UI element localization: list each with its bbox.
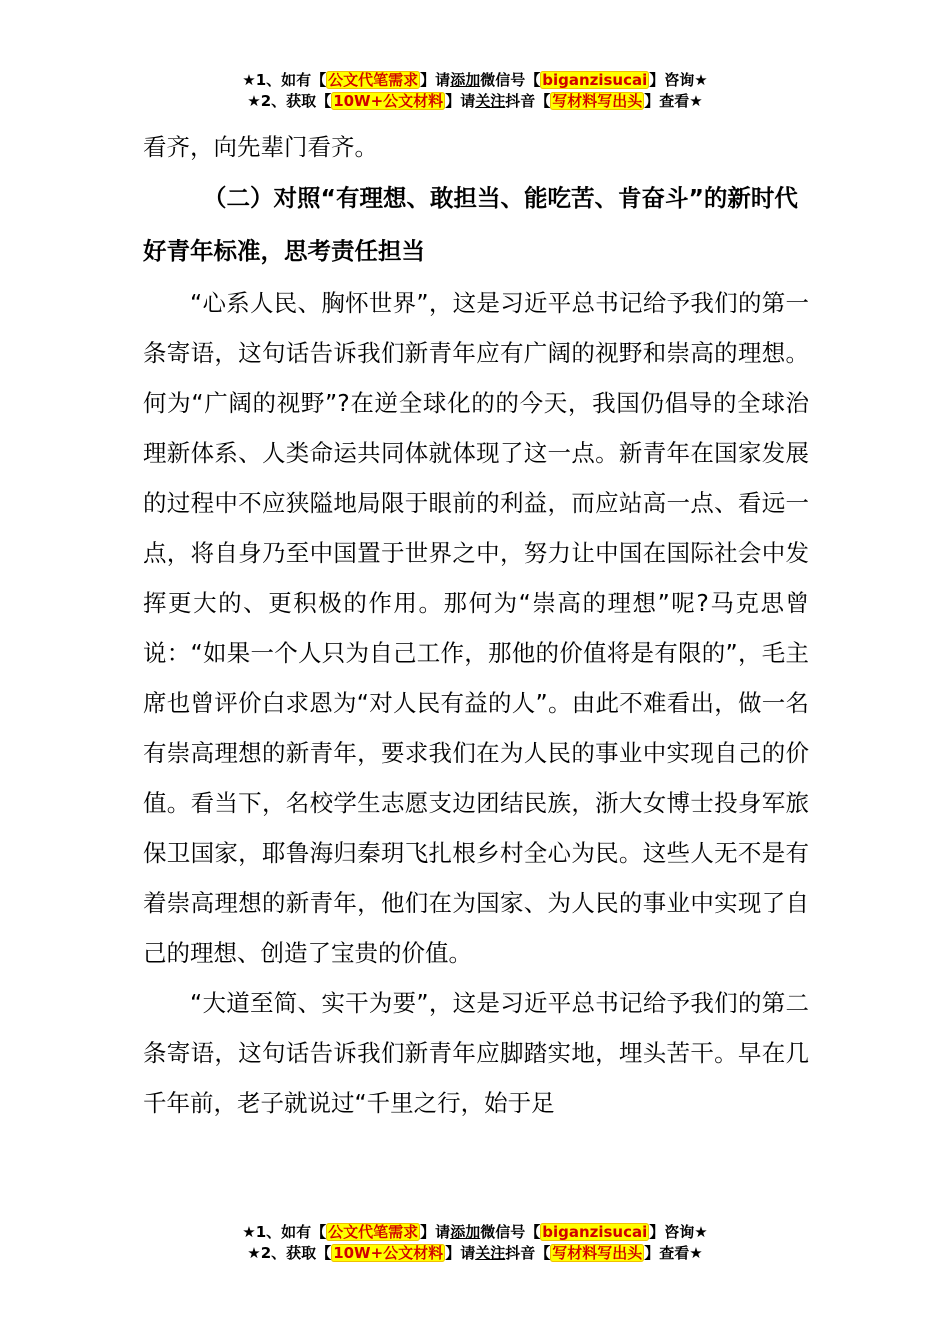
banner-highlight: biganzisucai: [542, 71, 648, 89]
banner-text: ★1、如有【: [242, 1223, 327, 1241]
banner-highlight: 写材料写出头: [552, 1244, 643, 1262]
banner-text: 】请: [445, 92, 476, 110]
paragraph-2: “大道至简、实干为要”，这是习近平总书记给予我们的第二条寄语，这句话告诉我们新青年应脚踏实地，埋头苦干。早在几千年前，老子就说过“千里之行，始于足: [143, 989, 809, 1117]
banner-underlined: 添加: [450, 1223, 481, 1241]
banner-text: ★1、如有【: [242, 71, 327, 89]
banner-underlined: 添加: [450, 71, 481, 89]
banner-underlined: 关注: [475, 92, 506, 110]
banner-text: 】请: [445, 1244, 476, 1262]
paragraph-1: “心系人民、胸怀世界”，这是习近平总书记给予我们的第一条寄语，这句话告诉我们新青年应有广阔的视野和崇高的理想。何为“广阔的视野”?在逆全球化的的今天，我国仍倡导的全球治理新体系、人类命运共同体就体现了这一点。新青年在国家发展的过程中不应狭隘地局限于眼前的利益，而应站高一点、看远一点，将自身乃至中国置于世界之中，努力让中国在国际社会中发挥更大的、更积极的作用。那何为“崇高的理想”呢?马克思曾说：“如果一个人只为自己工作，那他的价值将是有限的”，毛主席也曾评价白求恩为“对人民有益的人”。由此不难看出，做一名有崇高理想的新青年，要求我们在为人民的事业中实现自己的价值。看当下，名校学生志愿支边团结民族，浙大女博士投身军旅保卫国家，耶鲁海归秦玥飞扎根乡村全心为民。这些人无不是有着崇高理想的新青年，他们在为国家、为人民的事业中实现了自己的理想、创造了宝贵的价值。: [143, 289, 809, 967]
banner-text: 】咨询★: [649, 71, 708, 89]
banner-line-1: [0, 70, 950, 91]
footer-banner: [0, 1222, 950, 1264]
banner-underlined: 关注: [475, 1244, 506, 1262]
banner-highlight: 公文代笔需求: [328, 71, 419, 89]
banner-text: 抖音【: [505, 1244, 551, 1262]
banner-highlight: 写材料写出头: [552, 92, 643, 110]
banner-text: 抖音【: [505, 92, 551, 110]
banner-text: 】咨询★: [649, 1223, 708, 1241]
banner-highlight: 10W+公文材料: [333, 92, 444, 110]
header-banner: [0, 70, 950, 112]
banner-text: 】请: [420, 1223, 451, 1241]
document-body: [143, 122, 809, 1128]
section-heading: （二）对照“有理想、敢担当、能吃苦、肯奋斗”的新时代好青年标准，思考责任担当: [143, 184, 798, 265]
banner-highlight: 10W+公文材料: [333, 1244, 444, 1262]
banner-line-1: [0, 1222, 950, 1243]
banner-text: ★2、获取【: [247, 1244, 332, 1262]
banner-text: 】查看★: [644, 92, 703, 110]
banner-line-2: [0, 1243, 950, 1264]
banner-highlight: 公文代笔需求: [328, 1223, 419, 1241]
banner-text: 微信号【: [480, 1223, 541, 1241]
paragraph-continuation: 看齐，向先辈门看齐。: [143, 133, 378, 161]
banner-text: 】请: [420, 71, 451, 89]
banner-text: ★2、获取【: [247, 92, 332, 110]
banner-highlight: biganzisucai: [542, 1223, 648, 1241]
banner-text: 微信号【: [480, 71, 541, 89]
banner-text: 】查看★: [644, 1244, 703, 1262]
banner-line-2: [0, 91, 950, 112]
